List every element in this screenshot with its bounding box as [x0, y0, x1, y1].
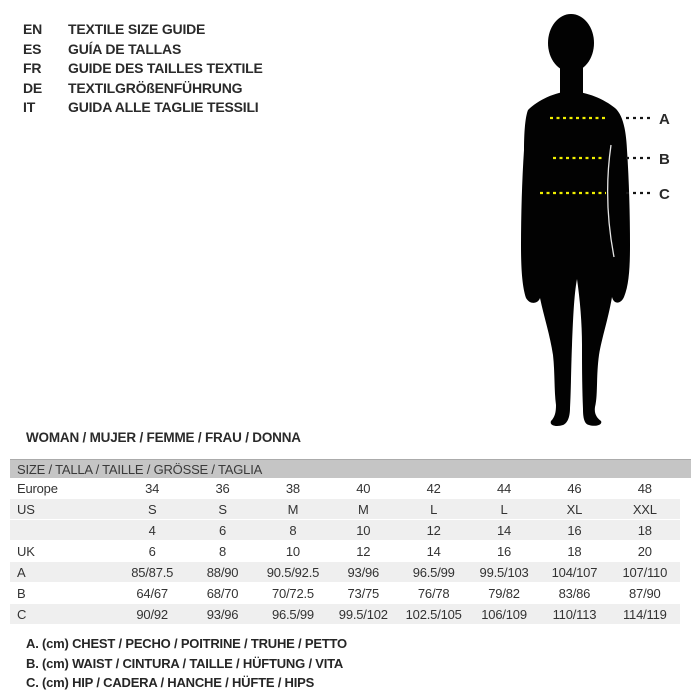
language-title: TEXTILE SIZE GUIDE	[68, 21, 206, 37]
language-title: GUIDA ALLE TAGLIE TESSILI	[68, 99, 259, 115]
size-cell: 96.5/99	[412, 564, 455, 580]
size-cell: 18	[637, 522, 652, 538]
size-cell: 44	[497, 480, 512, 496]
size-cell: 85/87.5	[131, 564, 174, 580]
size-cell: 107/110	[622, 564, 668, 580]
size-cell: M	[357, 501, 369, 517]
size-cell: 18	[567, 543, 582, 559]
size-cell: S	[147, 501, 157, 517]
size-cell: 73/75	[347, 585, 380, 601]
size-cell: XXL	[632, 501, 657, 517]
size-table-body	[10, 478, 680, 625]
size-cell: 83/86	[558, 585, 591, 601]
language-row	[23, 20, 263, 40]
size-cell: 68/70	[206, 585, 239, 601]
section-title: WOMAN / MUJER / FEMME / FRAU / DONNA	[26, 430, 301, 445]
table-row	[10, 541, 680, 562]
marker-label-a: A	[659, 111, 670, 128]
woman-silhouette-figure	[480, 5, 700, 430]
legend-line-hip: C. (cm) HIP / CADERA / HANCHE / HÜFTE / HIPS	[26, 675, 315, 690]
table-row	[10, 520, 680, 541]
size-cell: 8	[219, 543, 227, 559]
size-cell: 16	[567, 522, 582, 538]
size-cell: 36	[215, 480, 230, 496]
size-cell: L	[500, 501, 508, 517]
size-cell: 99.5/102	[338, 606, 388, 622]
language-title: GUÍA DE TALLAS	[68, 40, 182, 57]
language-code: DE	[23, 79, 43, 96]
size-cell: 106/109	[481, 606, 527, 622]
table-row	[10, 499, 680, 520]
language-code: IT	[23, 99, 36, 115]
table-row	[10, 562, 680, 583]
language-title: TEXTILGRÖßENFÜHRUNG	[68, 79, 243, 96]
size-cell: 10	[285, 543, 300, 559]
size-cell: 96.5/99	[271, 606, 314, 622]
language-list	[23, 20, 263, 118]
silhouette-neck	[560, 53, 583, 97]
legend-line-chest: A. (cm) CHEST / PECHO / POITRINE / TRUHE / PETTO	[26, 636, 347, 651]
row-label: UK	[17, 543, 35, 559]
size-cell: 88/90	[206, 564, 239, 580]
size-cell: 87/90	[629, 585, 661, 601]
size-cell: 38	[285, 480, 300, 496]
size-cell: 93/96	[206, 606, 239, 622]
table-row	[10, 583, 680, 604]
size-table	[10, 478, 680, 625]
size-cell: 16	[497, 543, 512, 559]
size-cell: 12	[426, 522, 441, 538]
language-title: GUIDE DES TAILLES TEXTILE	[68, 60, 263, 76]
size-table-section	[10, 459, 691, 625]
legend-line-waist: B. (cm) WAIST / CINTURA / TAILLE / HÜFTUNG / VITA	[26, 655, 344, 671]
size-cell: 93/96	[347, 564, 380, 580]
language-row	[23, 59, 263, 79]
size-cell: 90/92	[136, 606, 168, 622]
silhouette-body	[521, 91, 630, 426]
size-cell: 64/67	[136, 585, 168, 601]
size-cell: 14	[497, 522, 512, 538]
size-cell: 46	[567, 480, 582, 496]
size-cell: 10	[356, 522, 371, 538]
size-cell: L	[430, 501, 438, 517]
size-cell: 12	[356, 543, 371, 559]
size-cell: 102.5/105	[405, 606, 462, 622]
size-cell: 114/119	[622, 606, 667, 622]
size-cell: M	[287, 501, 299, 517]
size-cell: 34	[145, 480, 160, 496]
size-cell: 99.5/103	[479, 564, 529, 580]
row-label: A	[17, 564, 26, 580]
language-code: FR	[23, 60, 42, 76]
row-label: C	[17, 606, 27, 622]
size-cell: 8	[289, 522, 297, 538]
language-row	[23, 79, 263, 99]
size-cell: 104/107	[551, 564, 598, 580]
figure-area	[480, 5, 700, 430]
row-label: Europe	[17, 480, 58, 496]
language-code: ES	[23, 40, 42, 57]
size-cell: 48	[637, 480, 652, 496]
size-cell: 6	[219, 522, 227, 538]
size-table-header: SIZE / TALLA / TAILLE / GRÖSSE / TAGLIA	[10, 459, 691, 478]
language-row	[23, 98, 263, 118]
size-cell: S	[218, 501, 227, 517]
language-row	[23, 40, 263, 60]
size-cell: 76/78	[417, 585, 450, 601]
row-label: US	[17, 501, 35, 517]
marker-label-c: C	[659, 186, 670, 203]
marker-label-b: B	[659, 151, 670, 168]
table-row	[10, 478, 680, 499]
row-label: B	[17, 585, 26, 601]
measurement-legend	[26, 634, 347, 693]
size-cell: 4	[148, 522, 156, 538]
size-cell: 110/113	[552, 606, 597, 622]
size-cell: 6	[148, 543, 156, 559]
size-cell: 40	[356, 480, 371, 496]
size-cell: 70/72.5	[271, 585, 314, 601]
size-cell: 20	[637, 543, 652, 559]
size-cell: 90.5/92.5	[266, 564, 320, 580]
size-cell: XL	[566, 501, 583, 517]
size-cell: 14	[426, 543, 441, 559]
language-code: EN	[23, 21, 43, 37]
table-row	[10, 604, 680, 625]
size-cell: 42	[426, 480, 441, 496]
size-cell: 79/82	[488, 585, 520, 601]
row-label	[10, 520, 117, 541]
